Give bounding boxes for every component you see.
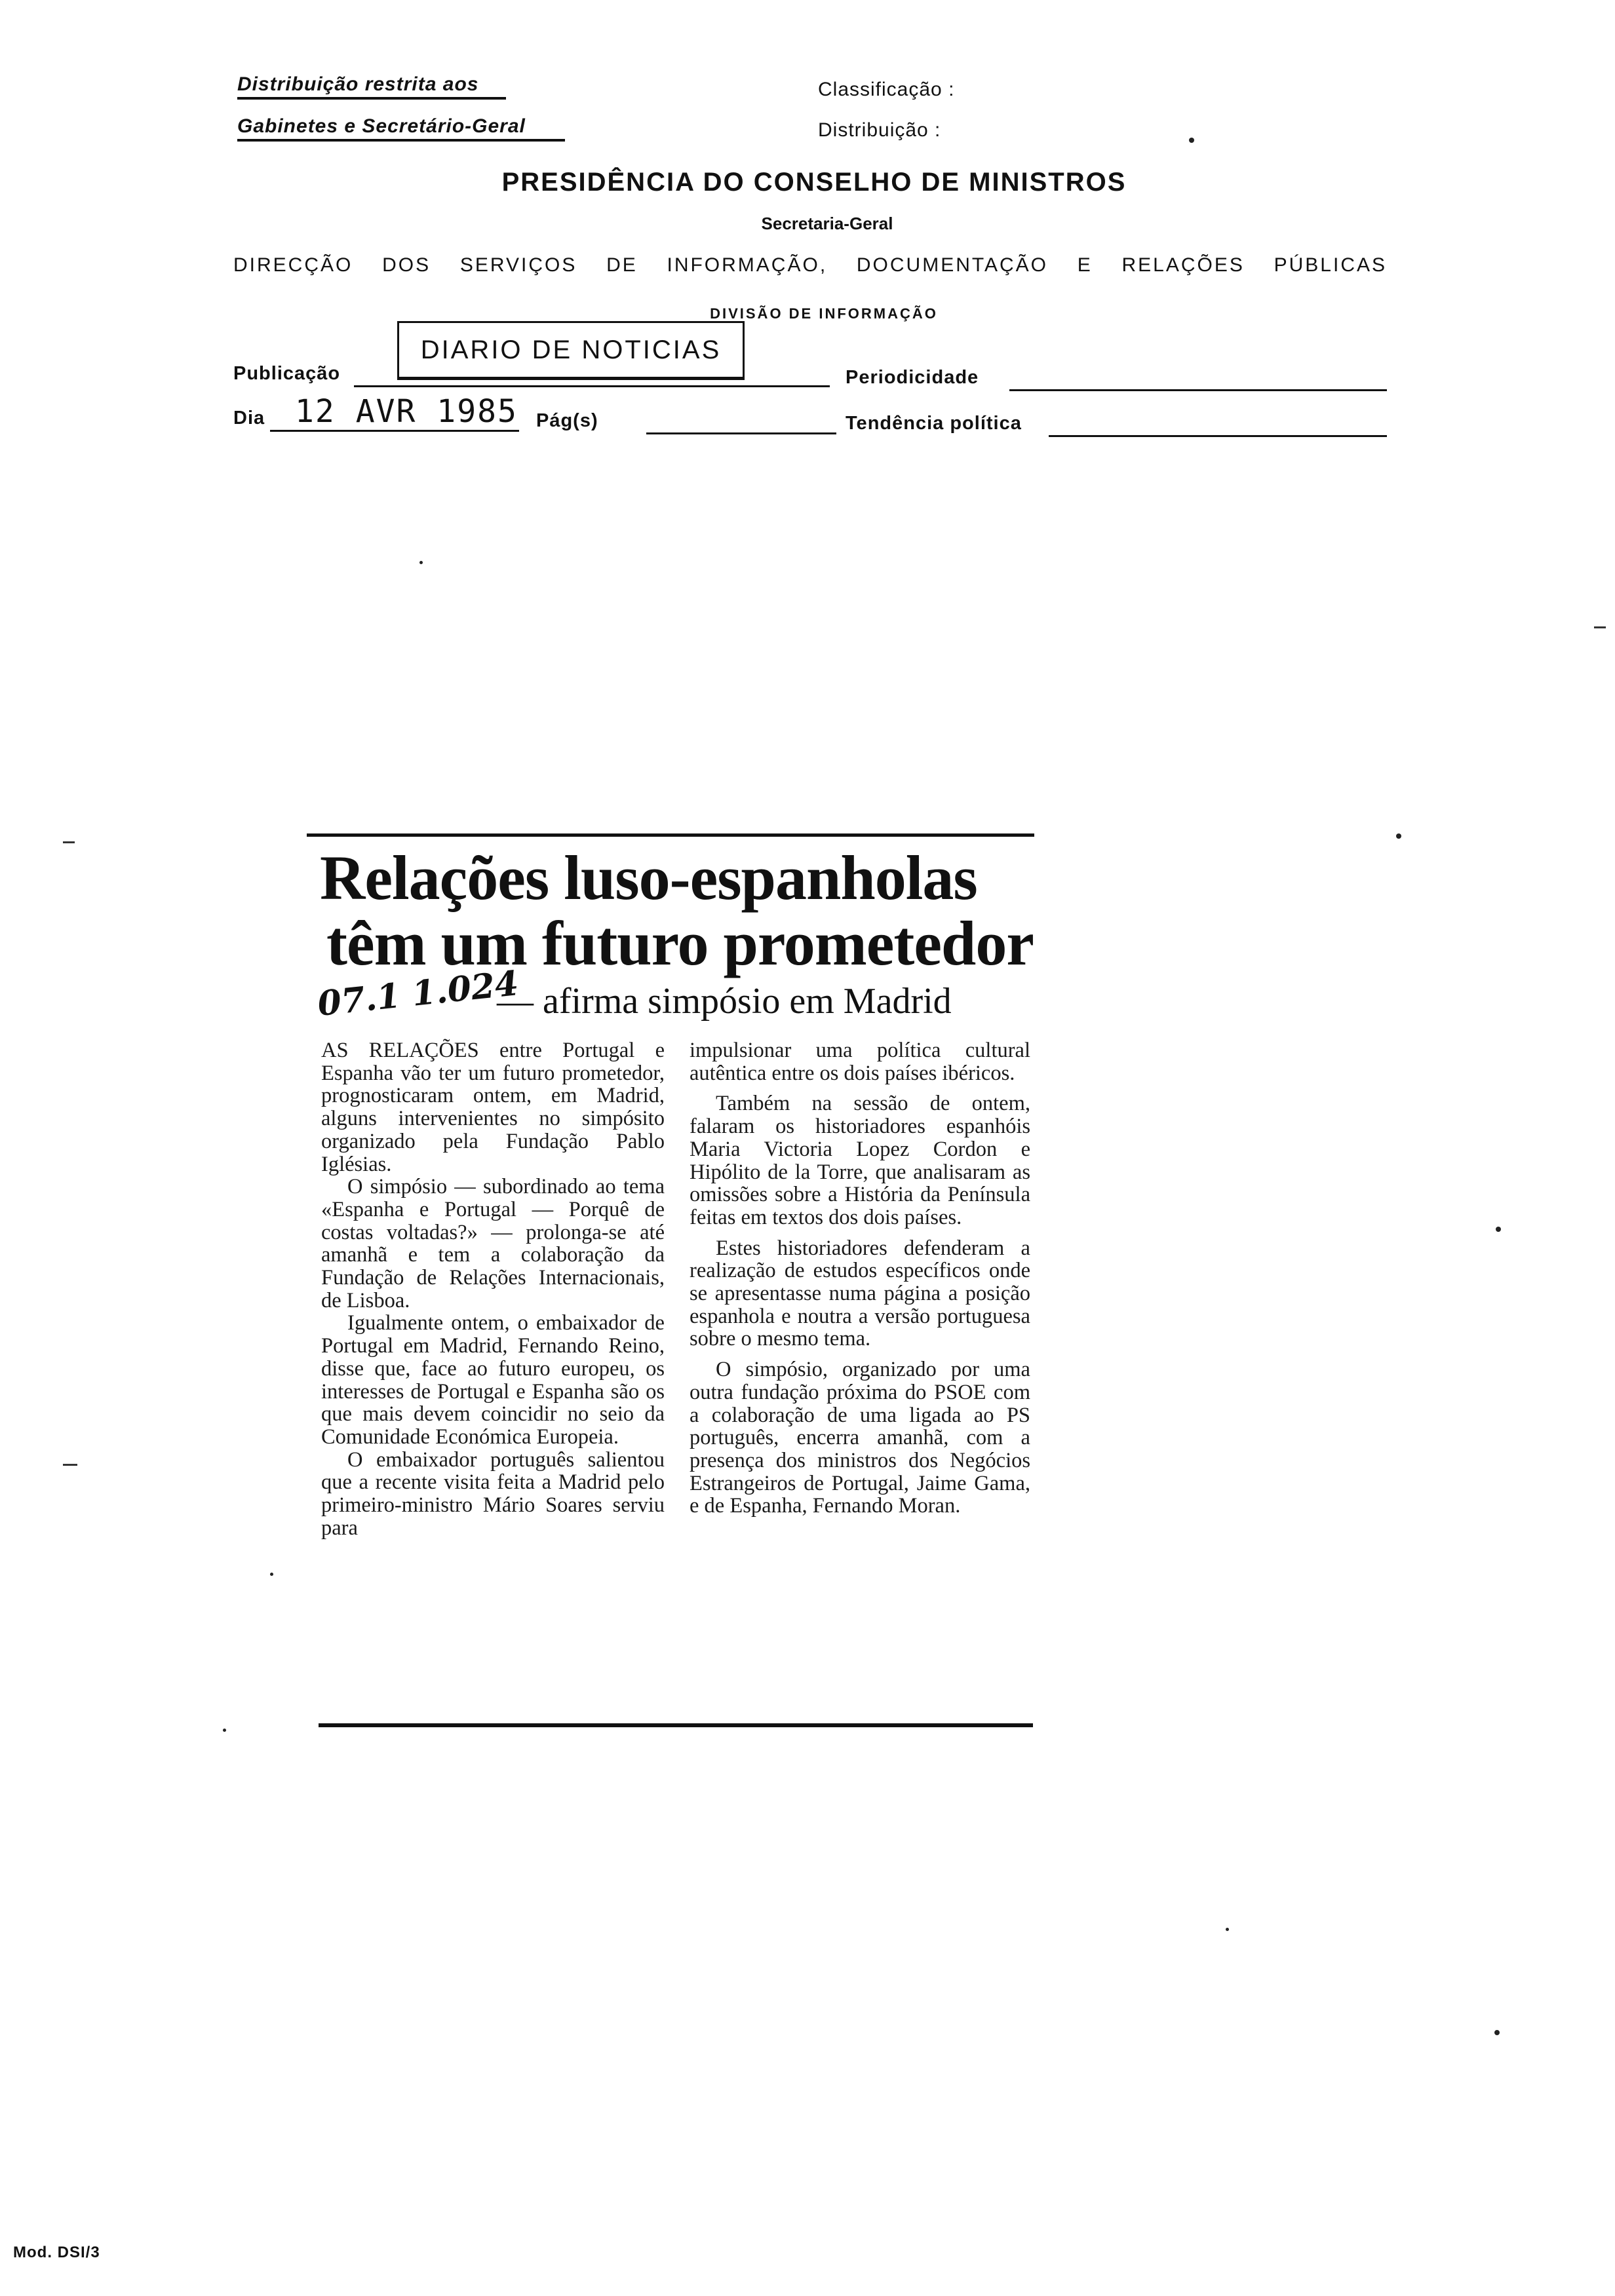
distribuicao-label: Distribuição : [818, 119, 941, 141]
publicacao-label: Publicação [233, 363, 341, 384]
scan-speck [1494, 2030, 1500, 2035]
form-model-code: Mod. DSI/3 [13, 2244, 100, 2261]
margin-mark [63, 1464, 77, 1466]
article-column-1 [321, 1039, 665, 1539]
handwritten-reference: 07.1 1.024 [315, 963, 520, 1024]
subheadline: — afirma simpósio em Madrid [497, 981, 952, 1022]
tendencia-label: Tendência política [846, 413, 1022, 434]
article-column-2 [690, 1039, 1030, 1518]
col2-paragraph-1: impulsionar uma política cultural autêntica entre os dois países ibéricos. [690, 1039, 1030, 1085]
publicacao-line [354, 385, 830, 387]
dia-stamp: 12 AVR 1985 [295, 393, 518, 430]
margin-mark [63, 841, 75, 843]
article-bottom-rule [319, 1723, 1033, 1727]
col1-paragraph-3: Igualmente ontem, o embaixador de Portugal em Madrid, Fernando Reino, disse que, face ao futuro europeu, os interesses de Portugal e Espanha são os que mais devem coincidir no seio da Comunidade Económica Europeia. [321, 1311, 665, 1449]
col1-paragraph-2: O simpósio — subordinado ao tema «Espanha e Portugal — Porquê de costas voltadas?» — prolonga-se até amanhã e tem a colaboração da Fundação de Relações Internacionais, de Lisboa. [321, 1175, 665, 1312]
col2-paragraph-2: Também na sessão de ontem, falaram os historiadores espanhóis Maria Victoria Lopez Cordon e Hipólito de la Torre, que analisaram as omissões sobre a História da Península feitas em textos dos dois países. [690, 1092, 1030, 1229]
secretaria-geral: Secretaria-Geral [761, 214, 893, 233]
pags-line [646, 432, 836, 434]
dia-label: Dia [233, 408, 265, 429]
scan-speck [223, 1729, 226, 1732]
scan-speck [1226, 1928, 1229, 1931]
headline-line2: têm um futuro prometedor [326, 908, 1034, 978]
col2-paragraph-3: Estes historiadores defenderam a realização de estudos específicos onde se apresentasse numa página a posição espanhola e noutra a versão portuguesa sobre o mesmo tema. [690, 1236, 1030, 1351]
scan-speck [270, 1573, 273, 1576]
pags-label: Pág(s) [536, 410, 598, 431]
direccao-title: DIRECÇÃO DOS SERVIÇOS DE INFORMAÇÃO, DOCUMENTAÇÃO E RELAÇÕES PÚBLICAS [233, 254, 1387, 276]
periodicidade-line [1009, 389, 1387, 391]
margin-mark [1594, 626, 1606, 628]
tendencia-line [1049, 435, 1387, 437]
scan-speck [419, 561, 423, 564]
publicacao-stamp: DIARIO DE NOTICIAS [397, 321, 745, 380]
scan-speck [1396, 833, 1401, 839]
scan-speck [1496, 1227, 1501, 1232]
article-top-rule [307, 833, 1034, 837]
headline-line1: Relações luso-espanholas [320, 843, 977, 913]
restricted-distribution-line1: Distribuição restrita aos [237, 73, 506, 100]
classificacao-label: Classificação : [818, 79, 955, 100]
divisao-title: DIVISÃO DE INFORMAÇÃO [710, 305, 938, 322]
periodicidade-label: Periodicidade [846, 367, 979, 388]
col2-paragraph-4: O simpósio, organizado por uma outra fundação próxima do PSOE com a colaboração de uma ligada ao PS português, encerra amanhã, com a presença dos ministros dos Negócios Estrangeiros de Portugal, Jaime Gama, e de Espanha, Fernando Moran. [690, 1358, 1030, 1518]
col1-paragraph-1: AS RELAÇÕES entre Portugal e Espanha vão ter um futuro prometedor, prognosticaram ontem, em Madrid, alguns intervenientes no simpósito organizado pela Fundação Pablo Iglésias. [321, 1039, 665, 1176]
restricted-distribution-line2: Gabinetes e Secretário-Geral [237, 115, 565, 142]
dia-line [270, 430, 519, 432]
col1-paragraph-4: O embaixador português salientou que a recente visita feita a Madrid pelo primeiro-ministro Mário Soares serviu para [321, 1447, 665, 1540]
presidencia-title: PRESIDÊNCIA DO CONSELHO DE MINISTROS [501, 168, 1127, 197]
scan-speck [1189, 138, 1194, 143]
